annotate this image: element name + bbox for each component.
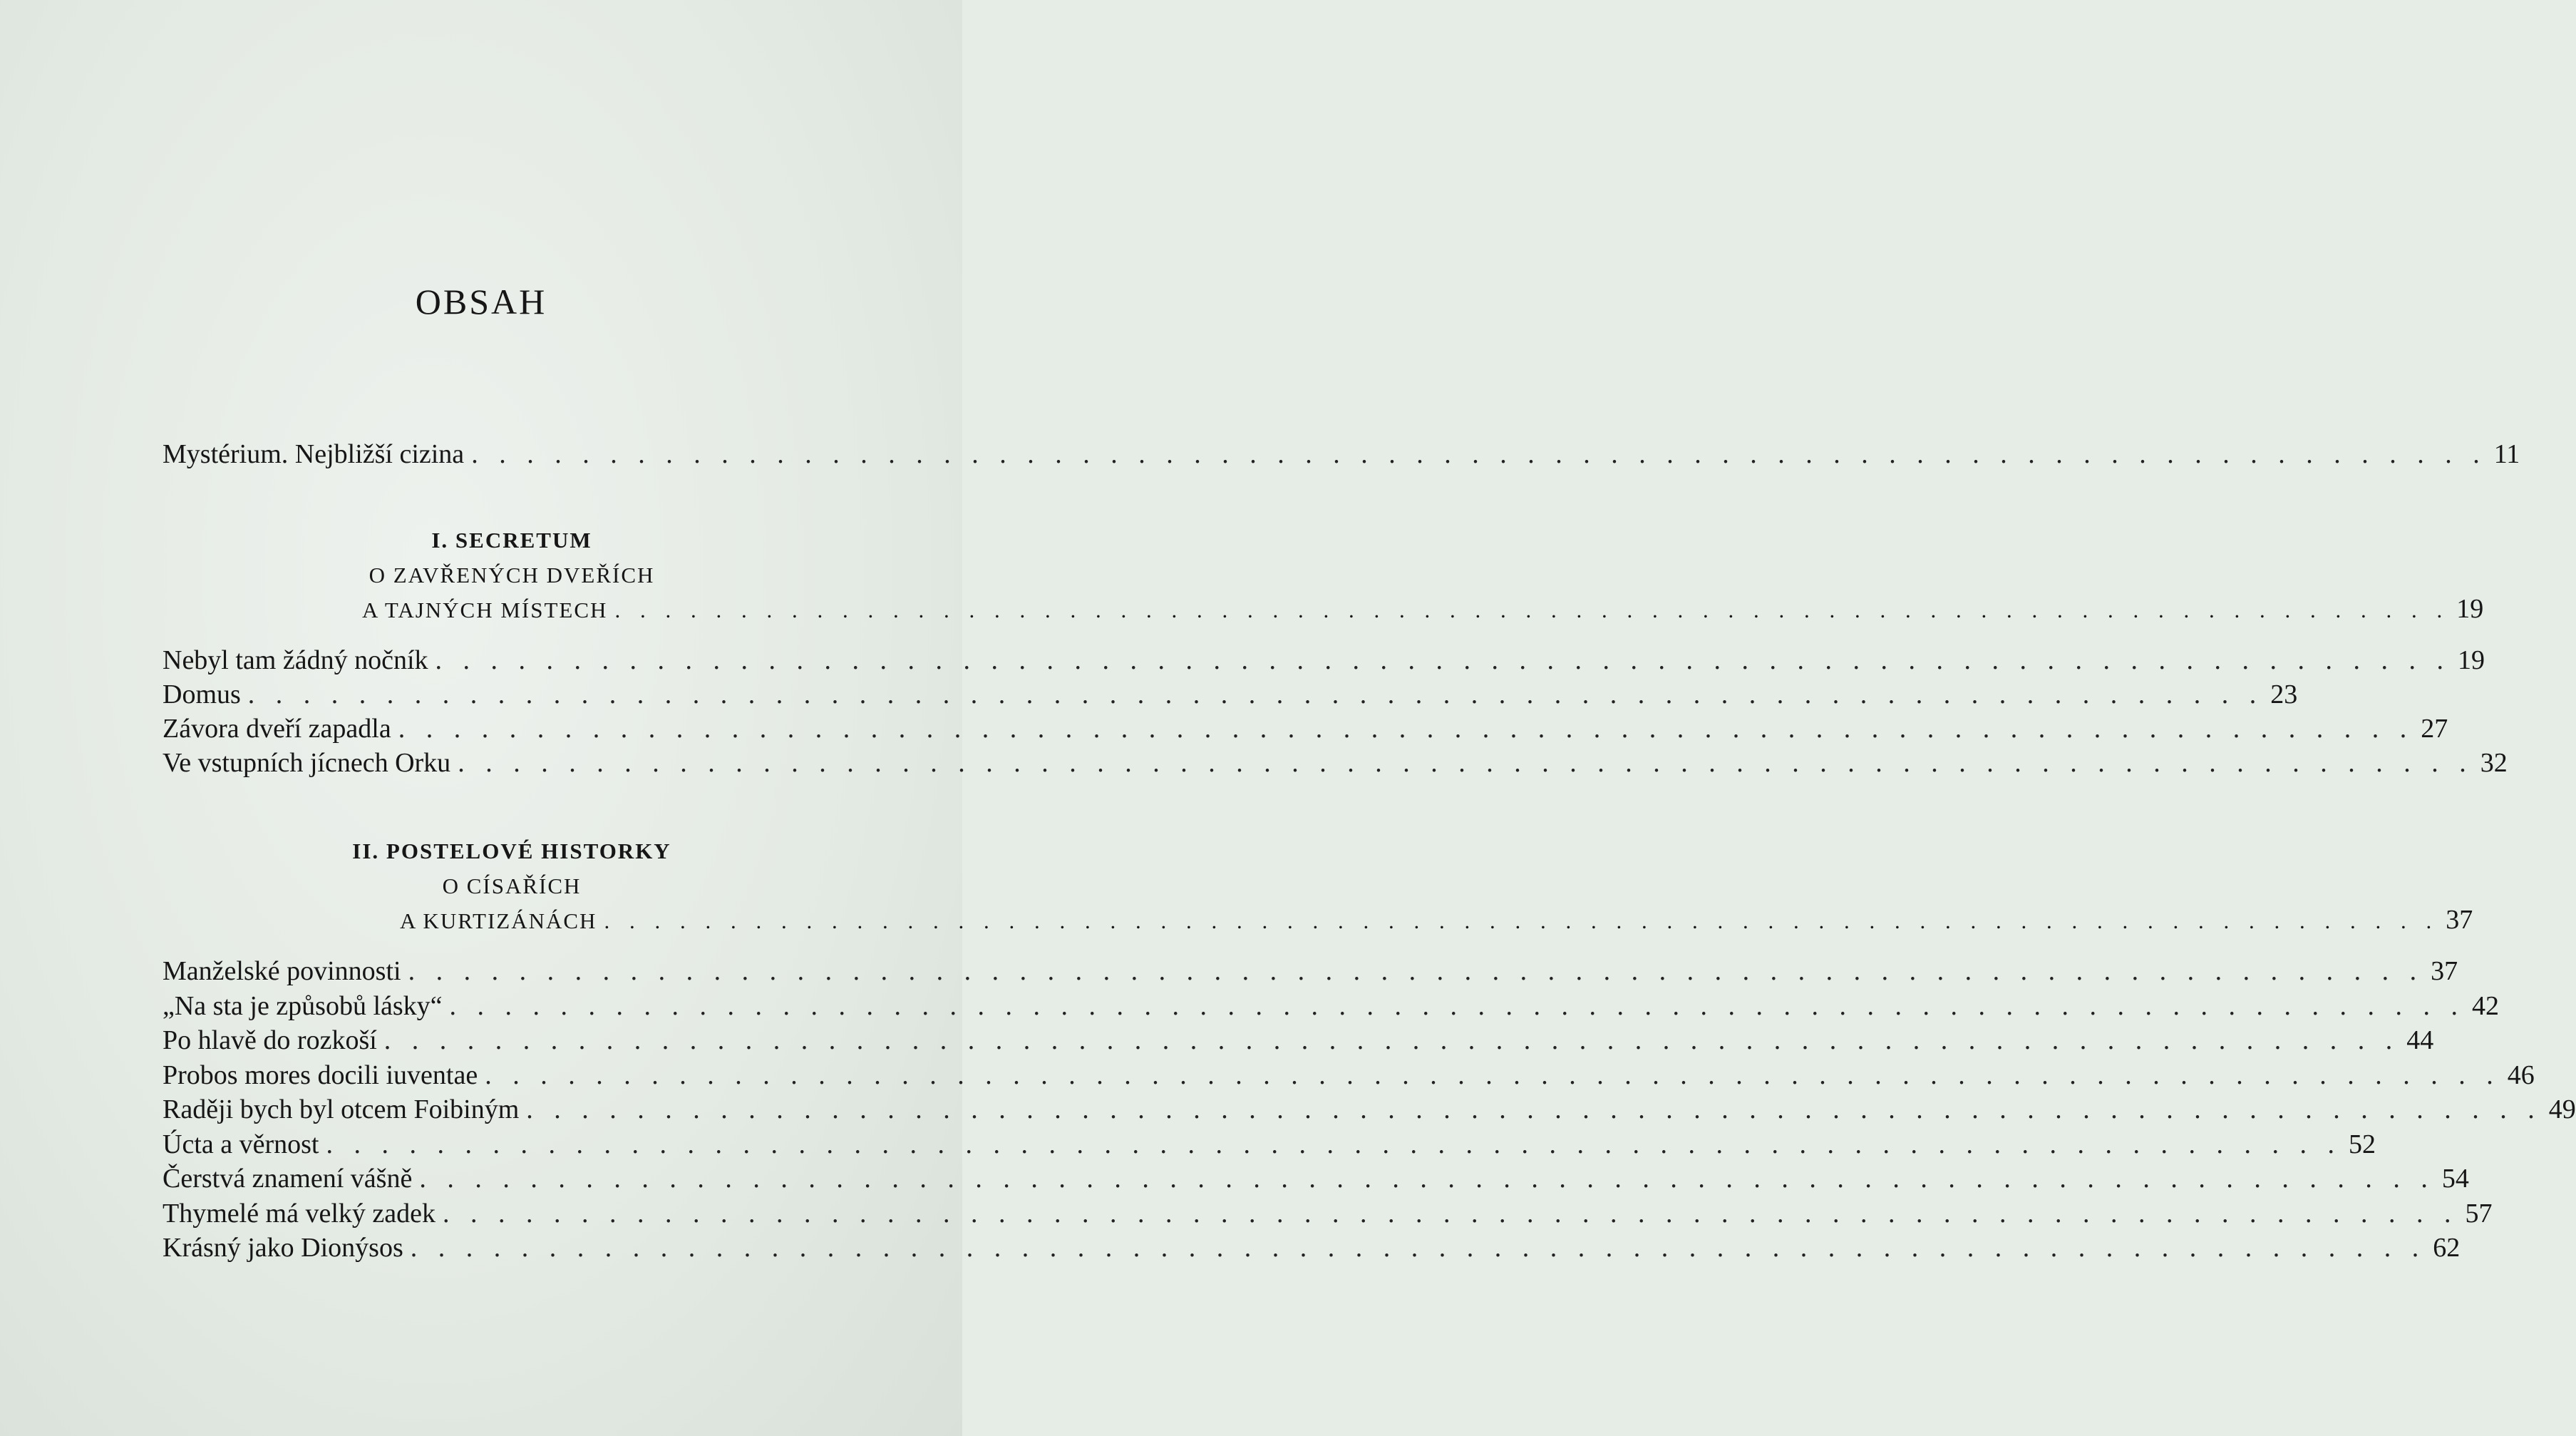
dot-leader: . . . . . . . . . . . . . . . . . . . . . . . . . . . . . . . . . . . . . . . . . . . . . . . . . . . . . . . . . . . . . . . . . . . . . . . . . xyxy=(408,956,2424,986)
toc-entry xyxy=(163,747,2508,779)
toc-entry-page: 37 xyxy=(2431,956,2458,986)
toc-entry-page: 52 xyxy=(2348,1129,2376,1159)
toc-entry-label: Manželské povinnosti xyxy=(163,956,401,986)
toc-entry-page: 49 xyxy=(2548,1094,2576,1124)
dot-leader: . . . . . . . . . . . . . . . . . . . . . . . . . . . . . . . . . . . . . . . . . . . . . . . . . . . . . . . . . . . . . . . . . . . . . . . . . xyxy=(247,679,2264,709)
dot-leader: . . . . . . . . . . . . . . . . . . . . . . . . . . . . . . . . . . . . . . . . . . . . . . . . . . . . . . . . . . . . . . . . . . . . . . . . . xyxy=(410,1233,2426,1263)
toc-entry-label: Raději bych byl otcem Foibiným xyxy=(163,1094,520,1124)
section-1-heading: I. SECRETUM xyxy=(431,528,592,553)
page-title: OBSAH xyxy=(415,282,547,322)
toc-entry xyxy=(163,990,2500,1022)
toc-entry xyxy=(163,644,2485,677)
dot-leader: . . . . . . . . . . . . . . . . . . . . . . . . . . . . . . . . . . . . . . . . . . . . . . . . . . . . . . . . . . . . . . . . . . . . . . . . . xyxy=(471,439,2487,469)
toc-entry xyxy=(163,1231,2461,1264)
dot-leader: . . . . . . . . . . . . . . . . . . . . . . . . . . . . . . . . . . . . . . . . . . . . . . . . . . . . . . . . . . . . . . . . . . . . . . . . . xyxy=(383,1025,2400,1055)
toc-entry-label: Ve vstupních jícnech Orku xyxy=(163,748,451,778)
dot-leader: . . . . . . . . . . . . . . . . . . . . . . . . . . . . . . . . . . . . . . . . . . . . . . . . . . . . . . . . . . . . . . . . . . . . . . . . . xyxy=(435,645,2451,675)
toc-entry-page: 57 xyxy=(2465,1199,2493,1229)
dot-leader: . . . . . . . . . . . . . . . . . . . . . . . . . . . . . . . . . . . . . . . . . . . . . . . . . . . . . . . . . . . . . . . . . . . . . . . . . xyxy=(326,1129,2341,1159)
section-2-heading: II. POSTELOVÉ HISTORKY xyxy=(352,838,671,863)
section-2-title-row xyxy=(400,903,2473,936)
toc-entry-page: 11 xyxy=(2493,439,2520,469)
toc-entry xyxy=(163,712,2448,745)
toc-entry-intro xyxy=(163,438,2520,471)
toc-entry-page: 44 xyxy=(2406,1025,2434,1055)
dot-leader: . . . . . . . . . . . . . . . . . . . . . . . . . . . . . . . . . . . . . . . . . . . . . . . . . . . . . . . . . . . . . . . . . . . . . . . . . xyxy=(449,991,2466,1021)
section-1-subtitle-2: A TAJNÝCH MÍSTECH xyxy=(362,598,608,622)
toc-entry-page: 19 xyxy=(2458,645,2485,675)
section-2-page: 37 xyxy=(2446,905,2473,935)
section-1-subtitle: O ZAVŘENÝCH DVEŘÍCH xyxy=(369,563,655,588)
toc-entry-label: Úcta a věrnost xyxy=(163,1129,319,1159)
toc-entry-page: 27 xyxy=(2421,714,2448,744)
toc-entry-label: Čerstvá znamení vášně xyxy=(163,1164,413,1194)
section-1-title-row xyxy=(362,593,2484,625)
toc-entry-page: 32 xyxy=(2480,748,2508,778)
toc-entry-page: 46 xyxy=(2507,1060,2535,1090)
section-2-subtitle: O CÍSAŘÍCH xyxy=(442,873,582,898)
section-1-page: 19 xyxy=(2456,594,2484,624)
toc-entry xyxy=(163,955,2458,988)
toc-entry-label: Po hlavě do rozkoší xyxy=(163,1025,377,1055)
toc-entry xyxy=(163,1024,2434,1057)
toc-entry xyxy=(163,1162,2469,1195)
toc-entry-label: Thymelé má velký zadek xyxy=(163,1199,436,1229)
toc-entry xyxy=(163,1128,2376,1161)
toc-entry-label: Závora dveří zapadla xyxy=(163,714,391,744)
dot-leader: . . . . . . . . . . . . . . . . . . . . . . . . . . . . . . . . . . . . . . . . . . . . . . . . . . . . . . . . . . . . . . . . . . . . . . . . . xyxy=(419,1164,2435,1194)
toc-entry-label: Nebyl tam žádný nočník xyxy=(163,645,428,675)
dot-leader: . . . . . . . . . . . . . . . . . . . . . . . . . . . . . . . . . . . . . . . . . . . . . . . . . . . . . . . . . . . . . . . . . . . . . . . . . xyxy=(614,598,2450,622)
toc-entry-page: 23 xyxy=(2270,679,2298,709)
section-2-subtitle-2: A KURTIZÁNÁCH xyxy=(400,908,597,933)
toc-entry-page: 42 xyxy=(2472,991,2500,1021)
dot-leader: . . . . . . . . . . . . . . . . . . . . . . . . . . . . . . . . . . . . . . . . . . . . . . . . . . . . . . . . . . . . . . . . . . . . . . . . . xyxy=(604,908,2439,933)
toc-entry xyxy=(163,1059,2535,1092)
toc-entry-label: Domus xyxy=(163,679,241,709)
dot-leader: . . . . . . . . . . . . . . . . . . . . . . . . . . . . . . . . . . . . . . . . . . . . . . . . . . . . . . . . . . . . . . . . . . . . . . . . . xyxy=(485,1060,2500,1090)
toc-entry-page: 54 xyxy=(2441,1164,2469,1194)
dot-leader: . . . . . . . . . . . . . . . . . . . . . . . . . . . . . . . . . . . . . . . . . . . . . . . . . . . . . . . . . . . . . . . . . . . . . . . . . xyxy=(398,714,2414,744)
dot-leader: . . . . . . . . . . . . . . . . . . . . . . . . . . . . . . . . . . . . . . . . . . . . . . . . . . . . . . . . . . . . . . . . . . . . . . . . . xyxy=(458,748,2473,778)
dot-leader: . . . . . . . . . . . . . . . . . . . . . . . . . . . . . . . . . . . . . . . . . . . . . . . . . . . . . . . . . . . . . . . . . . . . . . . . . xyxy=(526,1094,2542,1124)
toc-entry xyxy=(163,1093,2576,1126)
toc-entry-label: Krásný jako Dionýsos xyxy=(163,1233,403,1263)
toc-entry-page: 62 xyxy=(2433,1233,2461,1263)
toc-entry-label: Mystérium. Nejbližší cizina xyxy=(163,439,465,469)
toc-entry xyxy=(163,1197,2493,1230)
toc-entry-label: „Na sta je způsobů lásky“ xyxy=(163,991,443,1021)
toc-entry xyxy=(163,678,2298,711)
dot-leader: . . . . . . . . . . . . . . . . . . . . . . . . . . . . . . . . . . . . . . . . . . . . . . . . . . . . . . . . . . . . . . . . . . . . . . . . . xyxy=(443,1199,2458,1229)
toc-entry-label: Probos mores docili iuventae xyxy=(163,1060,478,1090)
